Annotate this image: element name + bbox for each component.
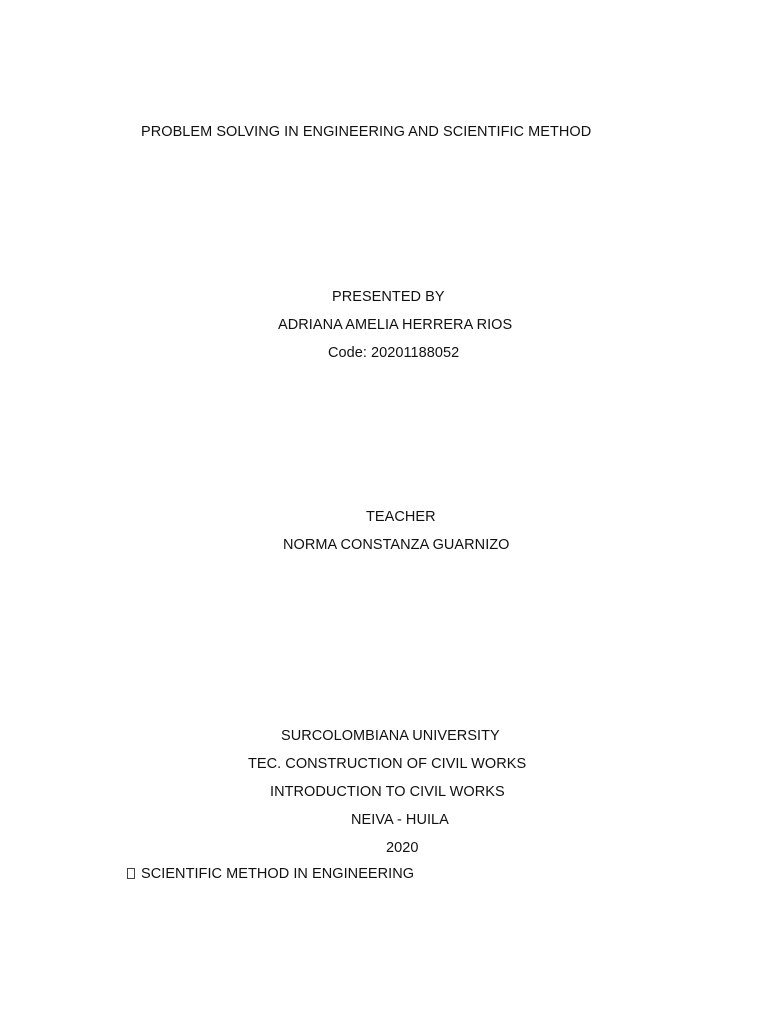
author-name: ADRIANA AMELIA HERRERA RIOS [278, 317, 513, 333]
course-name: INTRODUCTION TO CIVIL WORKS [270, 784, 505, 800]
teacher-name: NORMA CONSTANZA GUARNIZO [283, 537, 510, 553]
year: 2020 [386, 840, 419, 856]
missing-glyph-bullet-icon [127, 868, 135, 879]
university-name: SURCOLOMBIANA UNIVERSITY [281, 728, 500, 744]
presented-by-label: PRESENTED BY [332, 289, 445, 305]
location: NEIVA - HUILA [351, 812, 449, 828]
program-name: TEC. CONSTRUCTION OF CIVIL WORKS [248, 756, 527, 772]
student-code: Code: 20201188052 [328, 345, 460, 361]
section-heading-row [127, 865, 414, 883]
document-title: PROBLEM SOLVING IN ENGINEERING AND SCIENTIFIC METHOD [141, 124, 592, 140]
section-heading: SCIENTIFIC METHOD IN ENGINEERING [141, 866, 415, 882]
teacher-label: TEACHER [366, 509, 436, 525]
